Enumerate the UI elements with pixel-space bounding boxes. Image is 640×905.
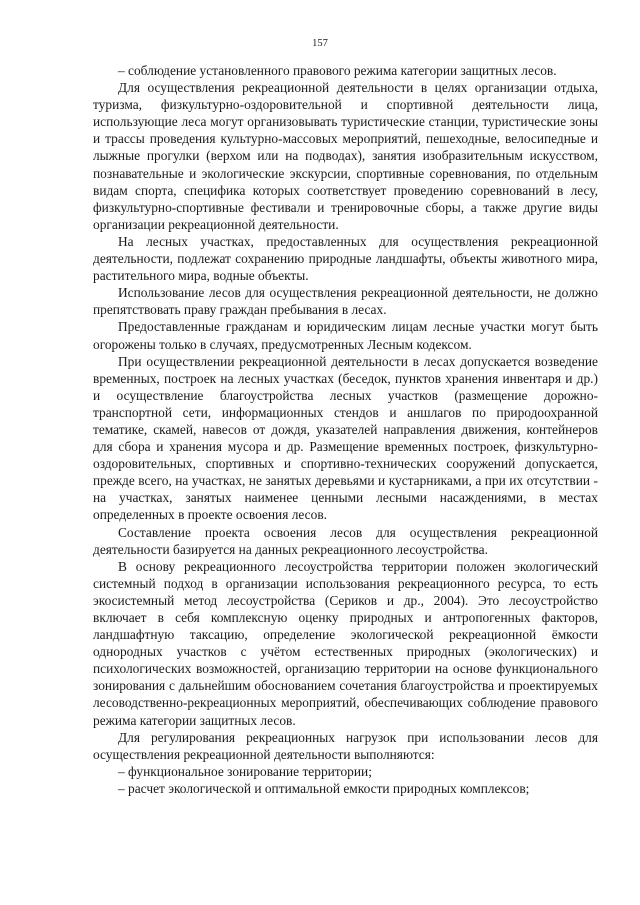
paragraph: Составление проекта освоения лесов для осуществления рекреационной деятельности базируется на данных рекреационного лесоустройства. xyxy=(93,524,598,557)
text-body xyxy=(93,62,598,797)
paragraph: Использование лесов для осуществления рекреационной деятельности, не должно препятствовать праву граждан пребывания в лесах. xyxy=(93,285,598,318)
paragraph: При осуществлении рекреационной деятельности в лесах допускается возведение временных, построек на лесных участках (беседок, пунктов хранения инвентаря и др.) и осуществление благоустройства лесных участков (размещение дорожно-транспортной сети, информационных стендов и аншлагов по природоохранной тематике, скамей, навесов от дождя, указателей направления движения, контейнеров для сбора и хранения мусора и др. Размещение временных построек, физкультурно-оздоровительных, спортивных и спортивно-технических сооружений допускается, прежде всего, на участках, не занятых деревьями и кустарниками, а при их отсутствии - на участках, занятых наименее ценными лесными насаждениями, в местах определенных в проекте освоения лесов. xyxy=(93,353,598,523)
paragraph: Для осуществления рекреационной деятельности в целях организации отдыха, туризма, физкультурно-оздоровительной и спортивной деятельности лица, использующие леса могут организовывать туристические станции, туристические зоны и трассы проведения культурно-массовых мероприятий, пешеходные, велосипедные и лыжные прогулки (верхом или на подводах), занятия изобразительным искусством, познавательные и экологические экскурсии, спортивные соревнования, по отдельным видам спорта, специфика которых соответствует проведению соревнований в лесу, физкультурно-спортивные фестивали и тренировочные сборы, а также другие виды организации рекреационной деятельности. xyxy=(93,80,598,232)
paragraph: В основу рекреационного лесоустройства территории положен экологический системный подход в организации использования рекреационного ресурса, то есть экосистемный метод лесоустройства (Сериков и др., 2004). Это лесоустройство включает в себя комплексную оценку природных и антропогенных факторов, ландшафтную таксацию, определение экологической рекреационной ёмкости однородных участков с учётом естественных природных (экологических) и психологических возможностей, организацию территории на основе функционального зонирования с дальнейшим обоснованием сочетания благоустройства и проектируемых лесоводственно-рекреационных мероприятий, обеспечивающих соблюдение правового режима категории защитных лесов. xyxy=(93,558,598,728)
paragraph: – расчет экологической и оптимальной емкости природных комплексов; xyxy=(118,780,530,796)
paragraph: Для регулирования рекреационных нагрузок при использовании лесов для осуществления рекреационной деятельности выполняются: xyxy=(93,729,598,762)
page-number: 157 xyxy=(312,38,328,49)
paragraph: – соблюдение установленного правового режима категории защитных лесов. xyxy=(118,63,557,78)
paragraph: На лесных участках, предоставленных для осуществления рекреационной деятельности, подлежат сохранению природные ландшафты, объекты животного мира, растительного мира, водные объекты. xyxy=(93,233,598,284)
paragraph: – функциональное зонирование территории; xyxy=(118,763,372,779)
paragraph: Предоставленные гражданам и юридическим лицам лесные участки могут быть огорожены только в случаях, предусмотренных Лесным кодексом. xyxy=(93,319,598,352)
